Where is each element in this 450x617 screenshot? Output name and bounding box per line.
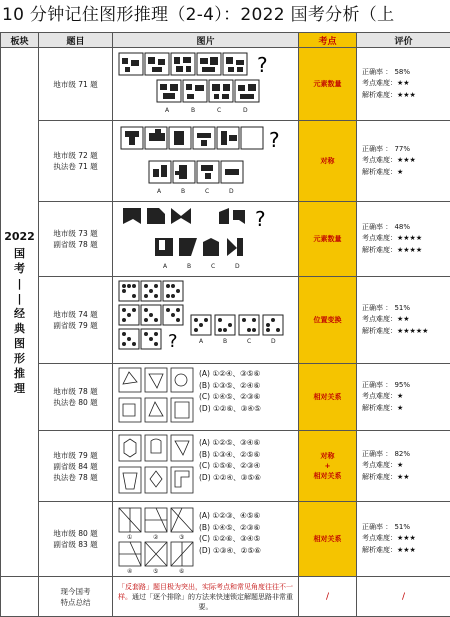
summary-text-red: 「反套路」题目极为突出，实际考点和常见角度往往不一样。 bbox=[118, 583, 293, 601]
option-text: (A) ①②③、④⑤⑥ bbox=[199, 510, 261, 522]
eval-cell: 正确率 ： 77% 考点难度：★★★ 解析难度：★ bbox=[357, 121, 450, 202]
side-char: 国 bbox=[1, 246, 38, 261]
figure-puzzle-4 bbox=[113, 277, 299, 359]
point-difficulty-stars: ★★★ bbox=[397, 534, 416, 542]
accuracy-value: 58% bbox=[394, 68, 410, 76]
option-text: (C) ①⑤⑥、②③④ bbox=[199, 460, 261, 472]
side-char: 形 bbox=[1, 351, 38, 366]
analysis-difficulty-stars: ★★★ bbox=[397, 546, 416, 554]
table-row bbox=[1, 431, 450, 502]
question-mark: ? bbox=[257, 53, 268, 77]
accuracy-label: 正确率 bbox=[362, 304, 383, 312]
svg-text:D: D bbox=[235, 263, 240, 270]
point-difficulty-label: 考点难度： bbox=[362, 234, 397, 242]
svg-text:A: A bbox=[163, 263, 168, 270]
accuracy-label: 正确率 bbox=[362, 223, 383, 231]
table-row bbox=[1, 364, 450, 431]
accuracy-value: 51% bbox=[394, 523, 410, 531]
side-char: 理 bbox=[1, 381, 38, 396]
analysis-table bbox=[0, 32, 450, 617]
side-char: 经 bbox=[1, 306, 38, 321]
question-cell bbox=[39, 277, 113, 364]
header-picture: 图片 bbox=[113, 33, 299, 48]
point-difficulty-stars: ★★★ bbox=[397, 156, 416, 164]
options-list bbox=[199, 368, 261, 414]
summary-label-text: 现今国考 bbox=[39, 586, 112, 597]
figure-puzzle-6 bbox=[115, 431, 199, 501]
point-label: + bbox=[299, 461, 356, 471]
question-text: 地市级 71 题 bbox=[39, 79, 112, 90]
slash-mark: / bbox=[326, 592, 329, 602]
question-text: 副省级 79 题 bbox=[39, 320, 112, 331]
analysis-difficulty-label: 解析难度： bbox=[362, 473, 397, 481]
svg-text:C: C bbox=[211, 263, 215, 270]
svg-text:B: B bbox=[181, 188, 185, 195]
eval-cell: 正确率 ： 58% 考点难度：★★ 解析难度：★★★ bbox=[357, 48, 450, 121]
question-cell bbox=[39, 48, 113, 121]
analysis-difficulty-stars: ★★★★ bbox=[397, 246, 422, 254]
side-char: 图 bbox=[1, 336, 38, 351]
question-cell bbox=[39, 431, 113, 502]
header-row bbox=[1, 33, 450, 48]
option-text: (D) ①②④、③⑤⑥ bbox=[199, 472, 261, 484]
svg-text:C: C bbox=[205, 188, 209, 195]
question-text: 执法卷 80 题 bbox=[39, 397, 112, 408]
side-year: 2022 bbox=[1, 229, 38, 244]
point-cell bbox=[299, 48, 357, 121]
option-text: (C) ①②⑥、③④⑤ bbox=[199, 533, 261, 545]
summary-text bbox=[113, 577, 299, 617]
point-cell bbox=[299, 431, 357, 502]
svg-text:D: D bbox=[243, 107, 248, 114]
question-mark: ? bbox=[168, 331, 178, 352]
point-cell bbox=[299, 364, 357, 431]
side-label bbox=[1, 48, 39, 577]
eval-cell: 正确率 ： 51% 考点难度：★★★ 解析难度：★★★ bbox=[357, 502, 450, 577]
svg-text:D: D bbox=[229, 188, 234, 195]
header-eval: 评价 bbox=[357, 33, 450, 48]
side-char: 典 bbox=[1, 321, 38, 336]
svg-text:C: C bbox=[247, 338, 251, 345]
figure-puzzle-1 bbox=[113, 48, 299, 120]
accuracy-label: 正确率 bbox=[362, 450, 383, 458]
svg-text:C: C bbox=[217, 107, 221, 114]
accuracy-value: 77% bbox=[394, 145, 410, 153]
svg-text:③: ③ bbox=[179, 534, 184, 541]
analysis-difficulty-label: 解析难度： bbox=[362, 546, 397, 554]
svg-text:A: A bbox=[157, 188, 162, 195]
point-label: 相对关系 bbox=[314, 535, 342, 543]
option-text: (A) ①②④、③⑤⑥ bbox=[199, 368, 261, 380]
header-question: 题目 bbox=[39, 33, 113, 48]
question-text: 地市级 73 题 bbox=[39, 228, 112, 239]
header-block: 板块 bbox=[1, 33, 39, 48]
point-cell bbox=[299, 502, 357, 577]
option-text: (D) ①③④、②⑤⑥ bbox=[199, 545, 261, 557]
point-cell bbox=[299, 121, 357, 202]
question-cell bbox=[39, 121, 113, 202]
accuracy-value: 51% bbox=[394, 304, 410, 312]
option-text: (C) ①④⑤、②③⑥ bbox=[199, 391, 261, 403]
svg-text:B: B bbox=[187, 263, 191, 270]
svg-text:A: A bbox=[165, 107, 170, 114]
table-row bbox=[1, 202, 450, 277]
option-text: (B) ①③④、②⑤⑥ bbox=[199, 449, 261, 461]
question-mark: ? bbox=[255, 207, 266, 231]
svg-text:D: D bbox=[271, 338, 276, 345]
slash-mark: / bbox=[402, 592, 405, 602]
picture-cell bbox=[113, 121, 299, 202]
options-list bbox=[199, 510, 261, 556]
picture-cell bbox=[113, 502, 299, 577]
point-label: 相对关系 bbox=[314, 393, 342, 401]
header-point: 考点 bbox=[299, 33, 357, 48]
accuracy-label: 正确率 bbox=[362, 68, 383, 76]
point-label: 位置变换 bbox=[314, 316, 342, 324]
svg-text:①: ① bbox=[127, 534, 132, 541]
question-text: 执法卷 78 题 bbox=[39, 472, 112, 483]
picture-cell bbox=[113, 431, 299, 502]
analysis-difficulty-stars: ★★ bbox=[397, 473, 410, 481]
svg-text:B: B bbox=[191, 107, 195, 114]
question-text: 副省级 84 题 bbox=[39, 461, 112, 472]
analysis-difficulty-label: 解析难度： bbox=[362, 246, 397, 254]
option-text: (A) ①②⑤、③④⑥ bbox=[199, 437, 261, 449]
eval-cell: 正确率 ： 95% 考点难度：★ 解析难度：★ bbox=[357, 364, 450, 431]
point-difficulty-label: 考点难度： bbox=[362, 156, 397, 164]
point-difficulty-label: 考点难度： bbox=[362, 79, 397, 87]
analysis-difficulty-label: 解析难度： bbox=[362, 168, 397, 176]
summary-row bbox=[1, 577, 450, 617]
point-cell bbox=[299, 202, 357, 277]
question-text: 地市级 72 题 bbox=[39, 150, 112, 161]
svg-text:④: ④ bbox=[127, 568, 132, 575]
question-text: 副省级 78 题 bbox=[39, 239, 112, 250]
analysis-difficulty-label: 解析难度： bbox=[362, 404, 397, 412]
svg-text:A: A bbox=[199, 338, 204, 345]
figure-puzzle-5 bbox=[115, 364, 199, 430]
eval-cell: 正确率 ： 82% 考点难度：★ 解析难度：★★ bbox=[357, 431, 450, 502]
question-cell bbox=[39, 502, 113, 577]
summary-point bbox=[299, 577, 357, 617]
question-text: 地市级 78 题 bbox=[39, 386, 112, 397]
option-text: (D) ①②⑥、③④⑤ bbox=[199, 403, 261, 415]
question-mark: ? bbox=[269, 128, 280, 152]
point-difficulty-stars: ★ bbox=[397, 392, 403, 400]
analysis-difficulty-label: 解析难度： bbox=[362, 327, 397, 335]
summary-eval bbox=[357, 577, 450, 617]
figure-puzzle-3 bbox=[113, 202, 299, 272]
point-difficulty-stars: ★ bbox=[397, 461, 403, 469]
question-text: 执法卷 71 题 bbox=[39, 161, 112, 172]
summary-blank bbox=[1, 577, 39, 617]
point-difficulty-stars: ★★★★ bbox=[397, 234, 422, 242]
point-difficulty-label: 考点难度： bbox=[362, 461, 397, 469]
picture-cell bbox=[113, 48, 299, 121]
table-row bbox=[1, 48, 450, 121]
eval-cell: 正确率 ： 48% 考点难度：★★★★ 解析难度：★★★★ bbox=[357, 202, 450, 277]
side-char: | bbox=[1, 291, 38, 306]
accuracy-value: 48% bbox=[394, 223, 410, 231]
question-cell bbox=[39, 364, 113, 431]
summary-label-text: 特点总结 bbox=[39, 597, 112, 608]
accuracy-label: 正确率 bbox=[362, 145, 383, 153]
picture-cell bbox=[113, 364, 299, 431]
point-difficulty-stars: ★★ bbox=[397, 79, 410, 87]
question-text: 地市级 80 题 bbox=[39, 528, 112, 539]
question-text: 地市级 74 题 bbox=[39, 309, 112, 320]
side-char: 推 bbox=[1, 366, 38, 381]
question-text: 副省级 83 题 bbox=[39, 539, 112, 550]
point-difficulty-label: 考点难度： bbox=[362, 392, 397, 400]
svg-text:②: ② bbox=[153, 534, 159, 541]
point-difficulty-label: 考点难度： bbox=[362, 534, 397, 542]
accuracy-label: 正确率 bbox=[362, 381, 383, 389]
options-list bbox=[199, 437, 261, 483]
point-difficulty-label: 考点难度： bbox=[362, 315, 397, 323]
analysis-difficulty-stars: ★ bbox=[397, 404, 403, 412]
accuracy-label: 正确率 bbox=[362, 523, 383, 531]
point-label: 元素数量 bbox=[314, 80, 342, 88]
eval-cell: 正确率 ： 51% 考点难度：★★ 解析难度：★★★★★ bbox=[357, 277, 450, 364]
table-row bbox=[1, 121, 450, 202]
side-char: | bbox=[1, 276, 38, 291]
point-label: 相对关系 bbox=[299, 471, 356, 481]
summary-label bbox=[39, 577, 113, 617]
side-char: 考 bbox=[1, 261, 38, 276]
figure-puzzle-7 bbox=[115, 502, 199, 576]
picture-cell bbox=[113, 277, 299, 364]
accuracy-value: 95% bbox=[394, 381, 410, 389]
picture-cell bbox=[113, 202, 299, 277]
analysis-difficulty-label: 解析难度： bbox=[362, 91, 397, 99]
analysis-difficulty-stars: ★★★ bbox=[397, 91, 416, 99]
option-text: (B) ①④⑤、②③⑥ bbox=[199, 522, 261, 534]
svg-text:B: B bbox=[223, 338, 227, 345]
table-row bbox=[1, 502, 450, 577]
svg-text:⑥: ⑥ bbox=[179, 568, 184, 575]
accuracy-value: 82% bbox=[394, 450, 410, 458]
page-title: 10 分钟记住图形推理（2-4）：2022 国考分析（上 bbox=[0, 0, 450, 30]
point-label: 对称 bbox=[299, 451, 356, 461]
question-text: 地市级 79 题 bbox=[39, 450, 112, 461]
point-label: 元素数量 bbox=[314, 235, 342, 243]
point-cell bbox=[299, 277, 357, 364]
summary-text-black: 通过「逐个排除」的方法来快速锁定解题思路非常重要。 bbox=[132, 593, 293, 611]
point-label: 对称 bbox=[321, 157, 335, 165]
analysis-difficulty-stars: ★ bbox=[397, 168, 403, 176]
analysis-difficulty-stars: ★★★★★ bbox=[397, 327, 428, 335]
table-row bbox=[1, 277, 450, 364]
question-cell bbox=[39, 202, 113, 277]
point-difficulty-stars: ★★ bbox=[397, 315, 410, 323]
svg-text:⑤: ⑤ bbox=[153, 568, 158, 575]
figure-puzzle-2 bbox=[113, 121, 299, 197]
option-text: (B) ①③⑤、②④⑥ bbox=[199, 380, 261, 392]
